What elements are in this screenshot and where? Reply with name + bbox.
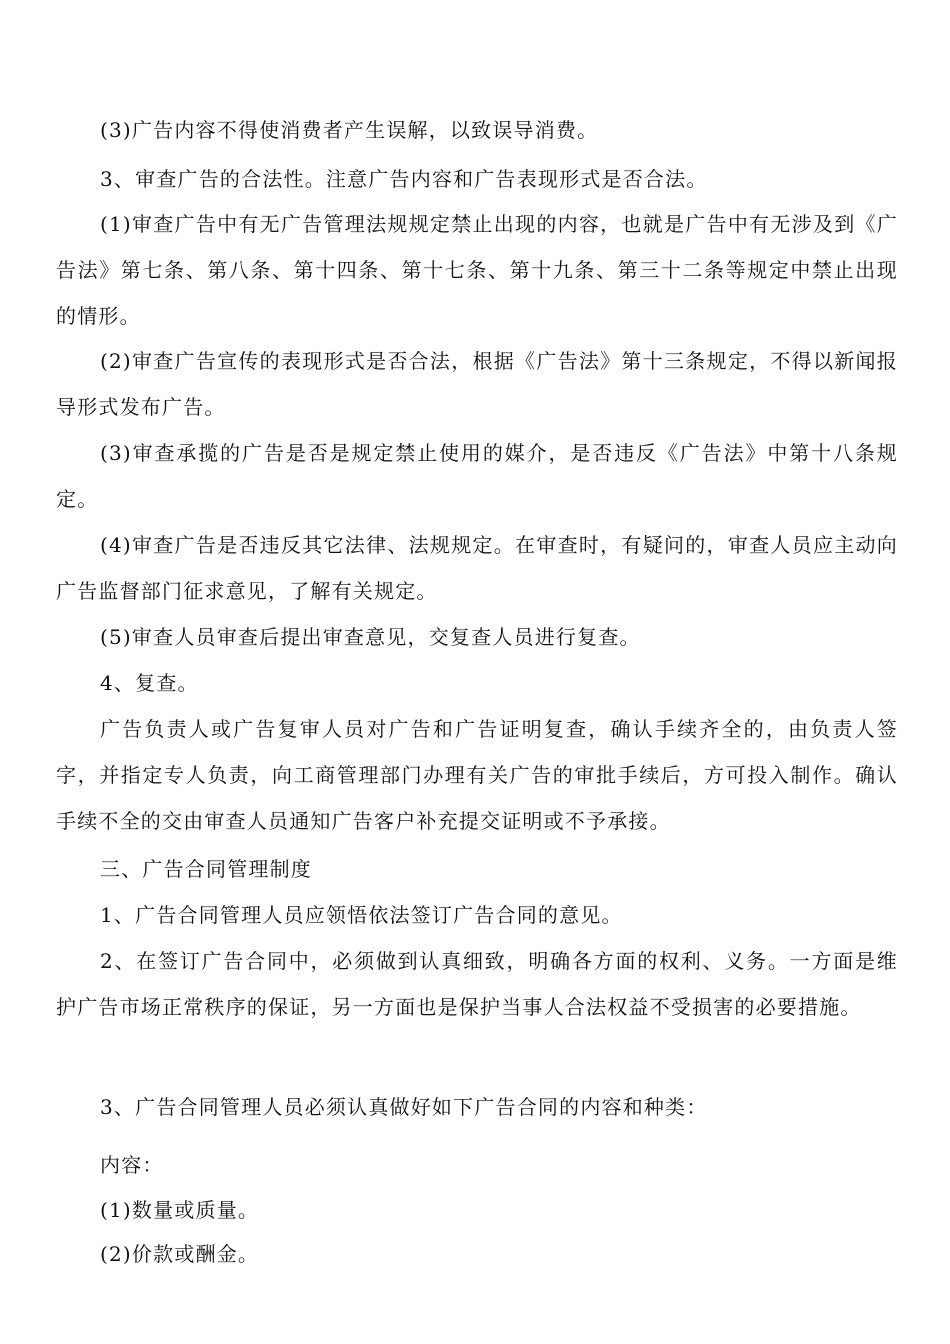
paragraph-11: 1、广告合同管理人员应领悟依法签订广告合同的意见。 [100,903,623,927]
paragraph-12: 2、在签订广告合同中，必须做到认真细致，明确各方面的权利、义务。一方面是维护广告市场正常秩序的保证，另一方面也是保护当事人合法权益不受损害的必要措施。 [56,949,898,1019]
paragraph-4: (2)审查广告宣传的表现形式是否合法，根据《广告法》第十三条规定，不得以新闻报导形式发布广告。 [56,349,898,419]
paragraph-6: (4)审查广告是否违反其它法律、法规规定。在审查时，有疑问的，审查人员应主动向广告监督部门征求意见，了解有关规定。 [56,533,898,603]
paragraph-13: 3、广告合同管理人员必须认真做好如下广告合同的内容和种类： [100,1095,708,1119]
paragraph-9: 广告负责人或广告复审人员对广告和广告证明复查，确认手续齐全的，由负责人签字，并指定专人负责，向工商管理部门办理有关广告的审批手续后，方可投入制作。确认手续不全的交由审查人员通知广告客户补充提交证明或不予承接。 [56,717,898,833]
paragraph-7: (5)审查人员审查后提出审查意见，交复查人员进行复查。 [100,625,641,649]
paragraph-5: (3)审查承揽的广告是否是规定禁止使用的媒介，是否违反《广告法》中第十八条规定。 [56,441,898,511]
paragraph-3: (1)审查广告中有无广告管理法规规定禁止出现的内容，也就是广告中有无涉及到《广告法》第七条、第八条、第十四条、第十七条、第十九条、第三十二条等规定中禁止出现的情形。 [56,212,898,328]
paragraph-16: (2)价款或酬金。 [100,1242,260,1266]
paragraph-2: 3、审查广告的合法性。注意广告内容和广告表现形式是否合法。 [100,167,708,191]
paragraph-8: 4、复查。 [100,671,199,695]
paragraph-14: 内容： [100,1153,164,1177]
section-heading: 三、广告合同管理制度 [100,857,312,881]
paragraph-15: (1)数量或质量。 [100,1198,260,1222]
paragraph-1: (3)广告内容不得使消费者产生误解，以致误导消费。 [100,118,599,142]
